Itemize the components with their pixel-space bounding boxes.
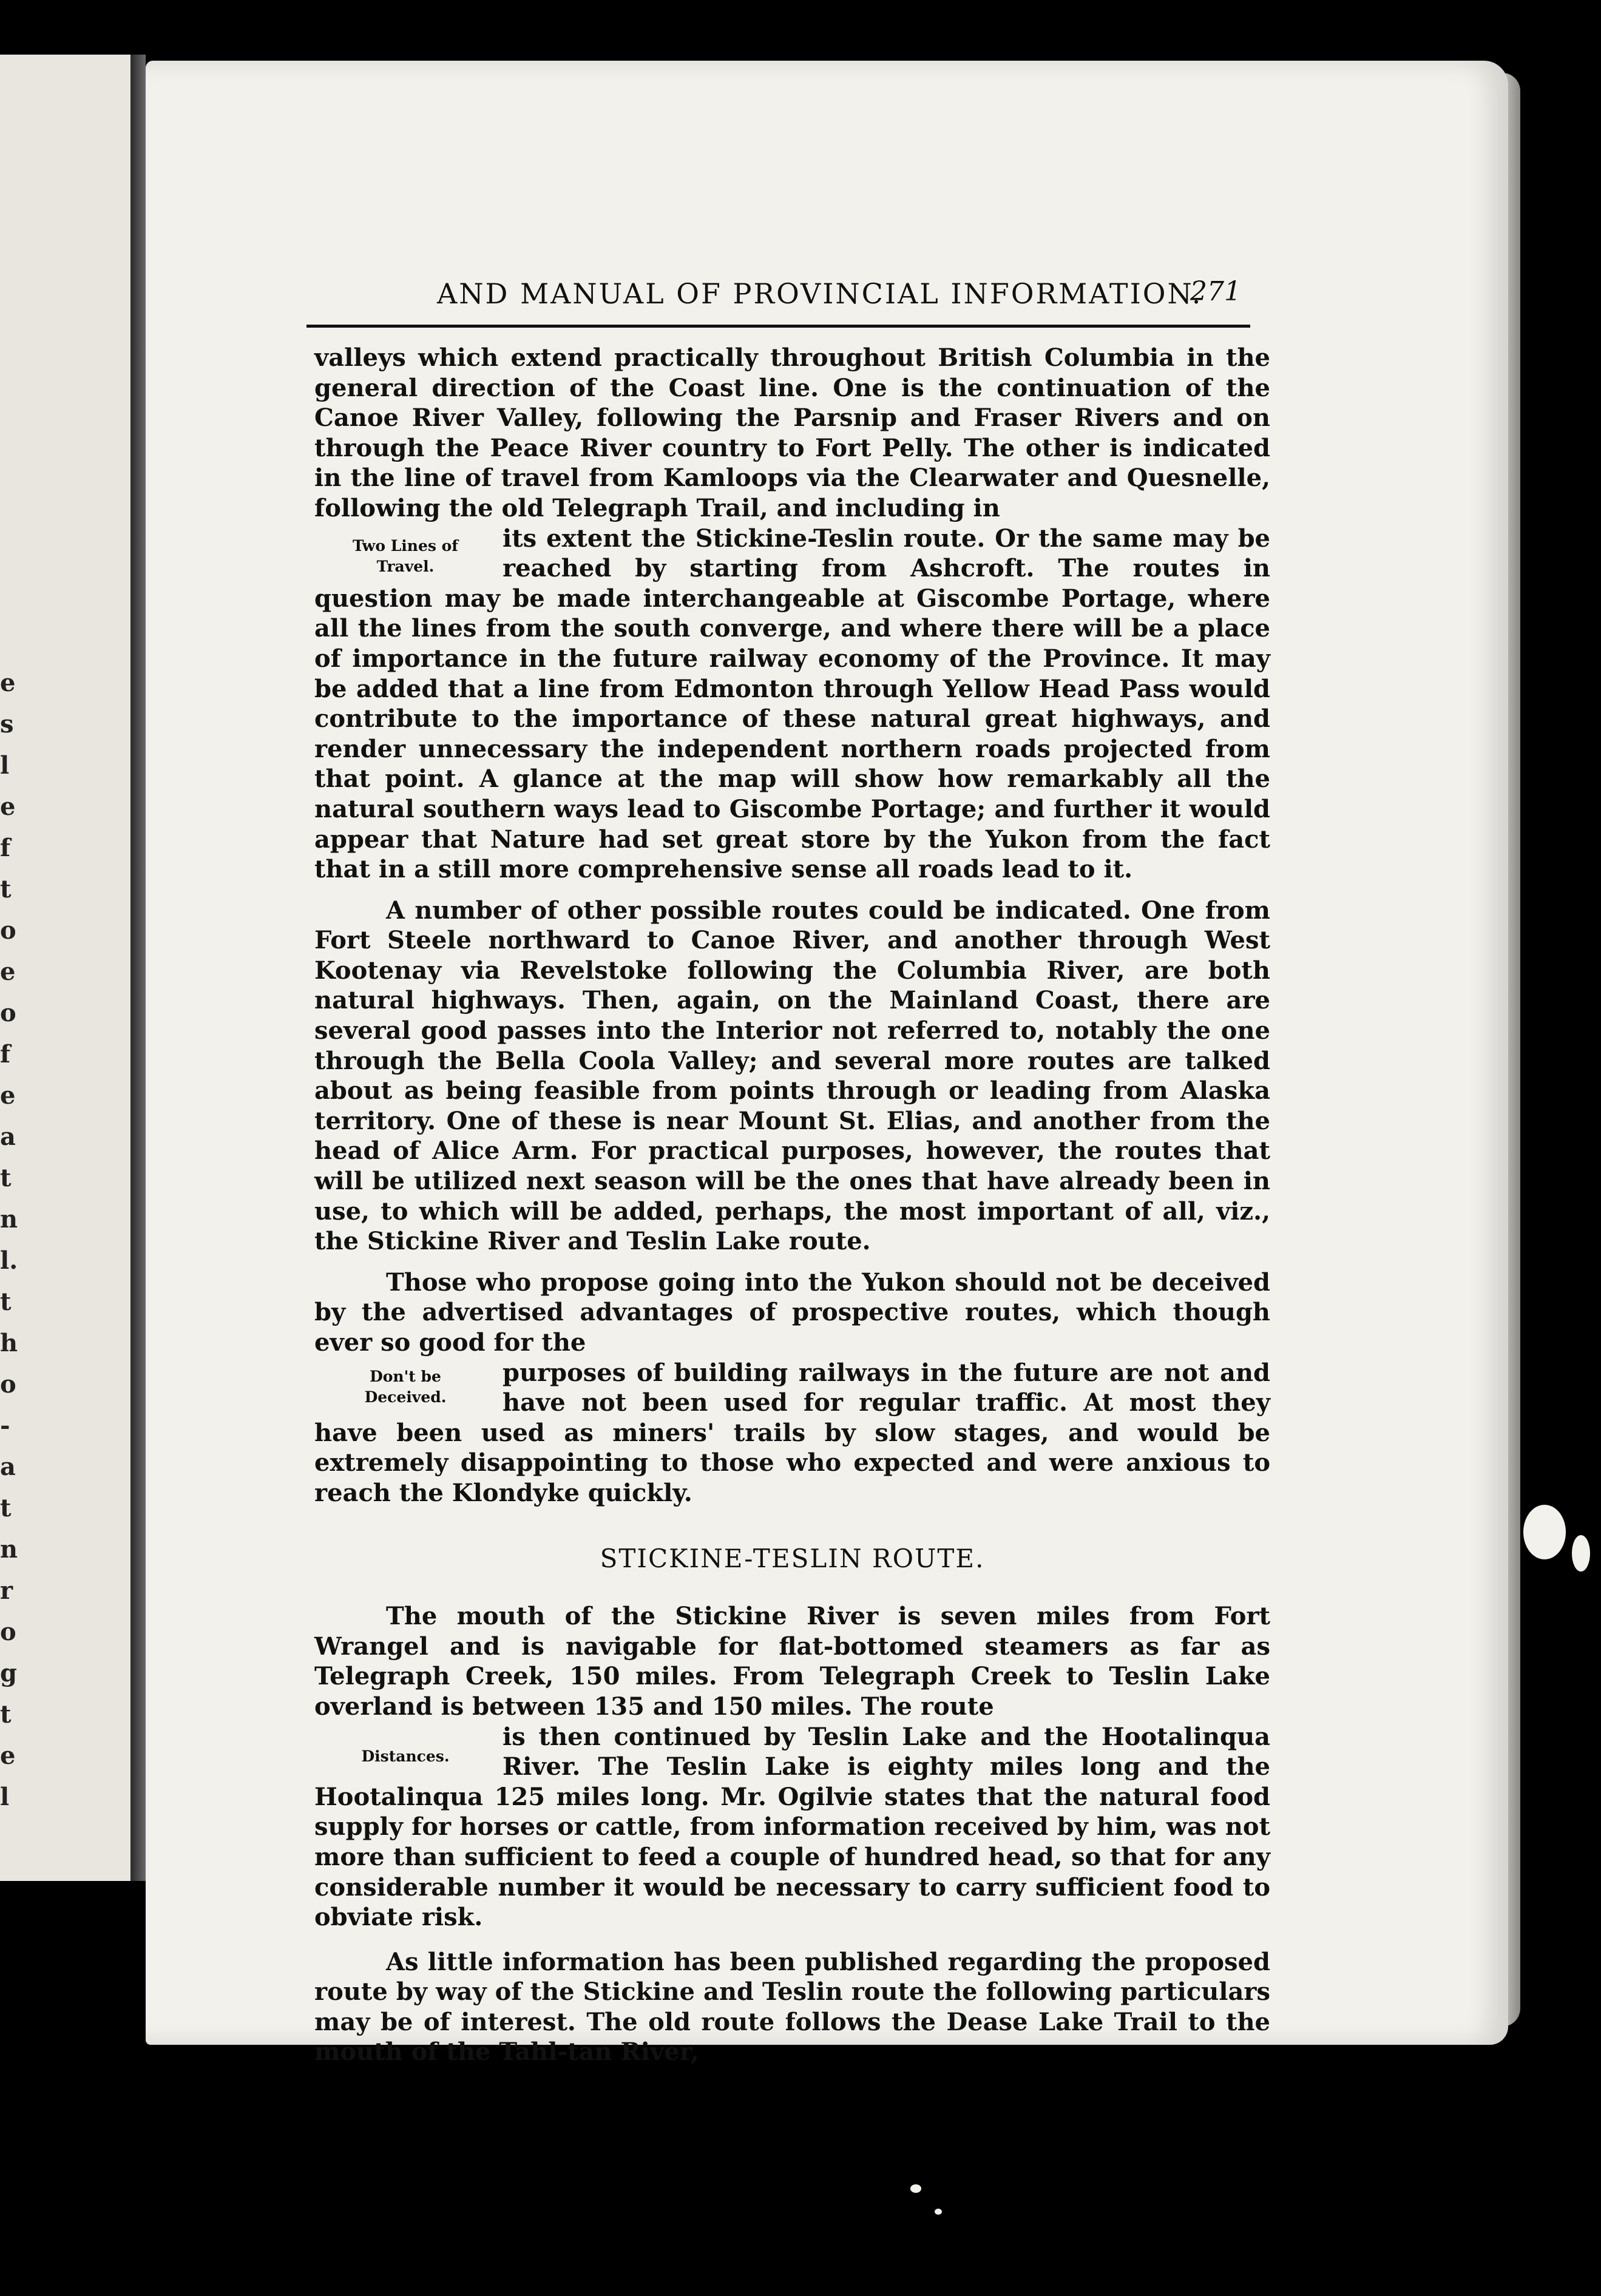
facing-page-char: s xyxy=(0,710,14,738)
section-heading: STICKINE-TESLIN ROUTE. xyxy=(600,1543,985,1573)
margin-note-line: Travel. xyxy=(376,557,435,575)
facing-page-char: e xyxy=(0,792,16,821)
facing-page-char: o xyxy=(0,999,16,1027)
paragraph-text: is then continued by Teslin Lake and the Hootalinqua River. The Teslin Lake is eighty miles long and the Hootalinqua 125 miles long. Mr. Ogilvie states that the natural food supply for horses or cattle, from information received by him, was not more than sufficient to feed a couple of hundred head, so that for any considerable number it would be necessary to carry sufficient food to obviate risk. xyxy=(314,1722,1270,1932)
facing-page-char: f xyxy=(0,834,11,862)
facing-page-char: a xyxy=(0,1453,16,1481)
facing-page-char: - xyxy=(0,1411,10,1440)
running-head xyxy=(306,276,1250,328)
facing-page-characters xyxy=(0,667,18,1881)
facing-page-char: e xyxy=(0,1741,16,1770)
facing-page-char: t xyxy=(0,875,12,903)
paragraph: The mouth of the Stickine River is seven miles from Fort Wrangel and is navigable for flat-bottomed steamers as far as Telegraph Creek, 150 miles. From Telegraph Creek to Teslin Lake overland is between 135 and 150 miles. The route xyxy=(314,1602,1270,1721)
running-title: AND MANUAL OF PROVINCIAL INFORMATION. xyxy=(437,277,1203,310)
body-text xyxy=(314,343,1270,2067)
margin-note-distances xyxy=(314,1722,496,1767)
paragraph-continued xyxy=(314,1722,1270,1933)
margin-note-line: Distances. xyxy=(361,1747,450,1765)
margin-note-line: Deceived. xyxy=(364,1388,447,1406)
facing-page-char: t xyxy=(0,1494,12,1522)
facing-page-char: f xyxy=(0,1040,11,1069)
facing-page-char: t xyxy=(0,1288,12,1316)
facing-page-char: h xyxy=(0,1329,18,1357)
book-gutter xyxy=(130,55,146,1881)
facing-page-char: l xyxy=(0,751,10,780)
facing-page-edge xyxy=(0,55,130,1881)
paragraph-text: its extent the Stickine-Teslin route. Or the same may be reached by starting from Ashcroft. The routes in question may be made interchangeable at Giscombe Portage, where all the lines from the south converge, and where there will be a place of importance in the future railway economy of the Province. It may be added that a line from Edmonton through Yellow Head Pass would contribute to the importance of these natural great highways, and render unnecessary the independent northern roads projected from that point. A glance at the map will show how remarkably all the natural southern ways lead to Giscombe Portage; and further it would appear that Nature had set great store by the Yukon from the fact that in a still more comprehensive sense all roads lead to it. xyxy=(314,524,1270,884)
facing-page-char: o xyxy=(0,916,16,945)
facing-page-char: g xyxy=(0,1659,17,1687)
facing-page-char: e xyxy=(0,1081,16,1110)
paragraph-text: purposes of building railways in the future are not and have not been used for regular traffic. At most they have been used as miners' trails by slow stages, and would be extremely disappointing to those who expected and were anxious to reach the Klondyke quickly. xyxy=(314,1358,1270,1507)
paper-speck xyxy=(1523,1505,1566,1559)
paper-speck xyxy=(910,2184,921,2193)
facing-page-char: o xyxy=(0,1618,16,1646)
facing-page-char: t xyxy=(0,1700,12,1729)
facing-page-char: e xyxy=(0,957,16,986)
facing-page-char: l. xyxy=(0,1246,18,1275)
margin-note-line: Two Lines of xyxy=(352,536,459,555)
margin-note-line: Don't be xyxy=(370,1367,441,1385)
facing-page-char: a xyxy=(0,1123,16,1151)
paragraph-continued xyxy=(314,524,1270,885)
paper-speck xyxy=(935,2209,942,2215)
paragraph: Those who propose going into the Yukon should not be deceived by the advertised advantages of prospective routes, which though ever so good for the xyxy=(314,1268,1270,1357)
page-number: 271 xyxy=(1190,276,1241,307)
paragraph: A number of other possible routes could be indicated. One from Fort Steele northward to Canoe River, and another through West Kootenay via Revelstoke following the Columbia River, are both natural highways. Then, again, on the Mainland Coast, there are several good passes into the Interior not referred to, notably the one through the Bella Coola Valley; and several more routes are talked about as being feasible from points through or leading from Alaska territory. One of these is near Mount St. Elias, and another from the head of Alice Arm. For practical purposes, however, the routes that will be utilized next season will be the ones that have already been in use, to which will be added, perhaps, the most important of all, viz., the Stickine River and Teslin Lake route. xyxy=(314,896,1270,1256)
margin-note-two-lines xyxy=(314,527,496,577)
paragraph-continued xyxy=(314,1358,1270,1508)
facing-page-char: n xyxy=(0,1535,18,1564)
facing-page-char: n xyxy=(0,1205,18,1234)
facing-page-char: t xyxy=(0,1164,12,1192)
paper-speck xyxy=(1572,1535,1590,1572)
facing-page-char: e xyxy=(0,669,16,697)
paragraph: As little information has been published regarding the proposed route by way of the Stickine and Teslin route the following particulars may be of interest. The old route follows the Dease Lake Trail to the mouth of the Tahl-tan River, xyxy=(314,1947,1270,2067)
paragraph: valleys which extend practically throughout British Columbia in the general direction of the Coast line. One is the continuation of the Canoe River Valley, following the Parsnip and Fraser Rivers and on through the Peace River country to Fort Pelly. The other is indicated in the line of travel from Kamloops via the Clearwater and Quesnelle, following the old Telegraph Trail, and including in xyxy=(314,343,1270,522)
facing-page-char: r xyxy=(0,1576,13,1605)
facing-page-char: l xyxy=(0,1783,10,1811)
margin-note-dont-be xyxy=(314,1358,496,1408)
facing-page-char: o xyxy=(0,1370,16,1399)
